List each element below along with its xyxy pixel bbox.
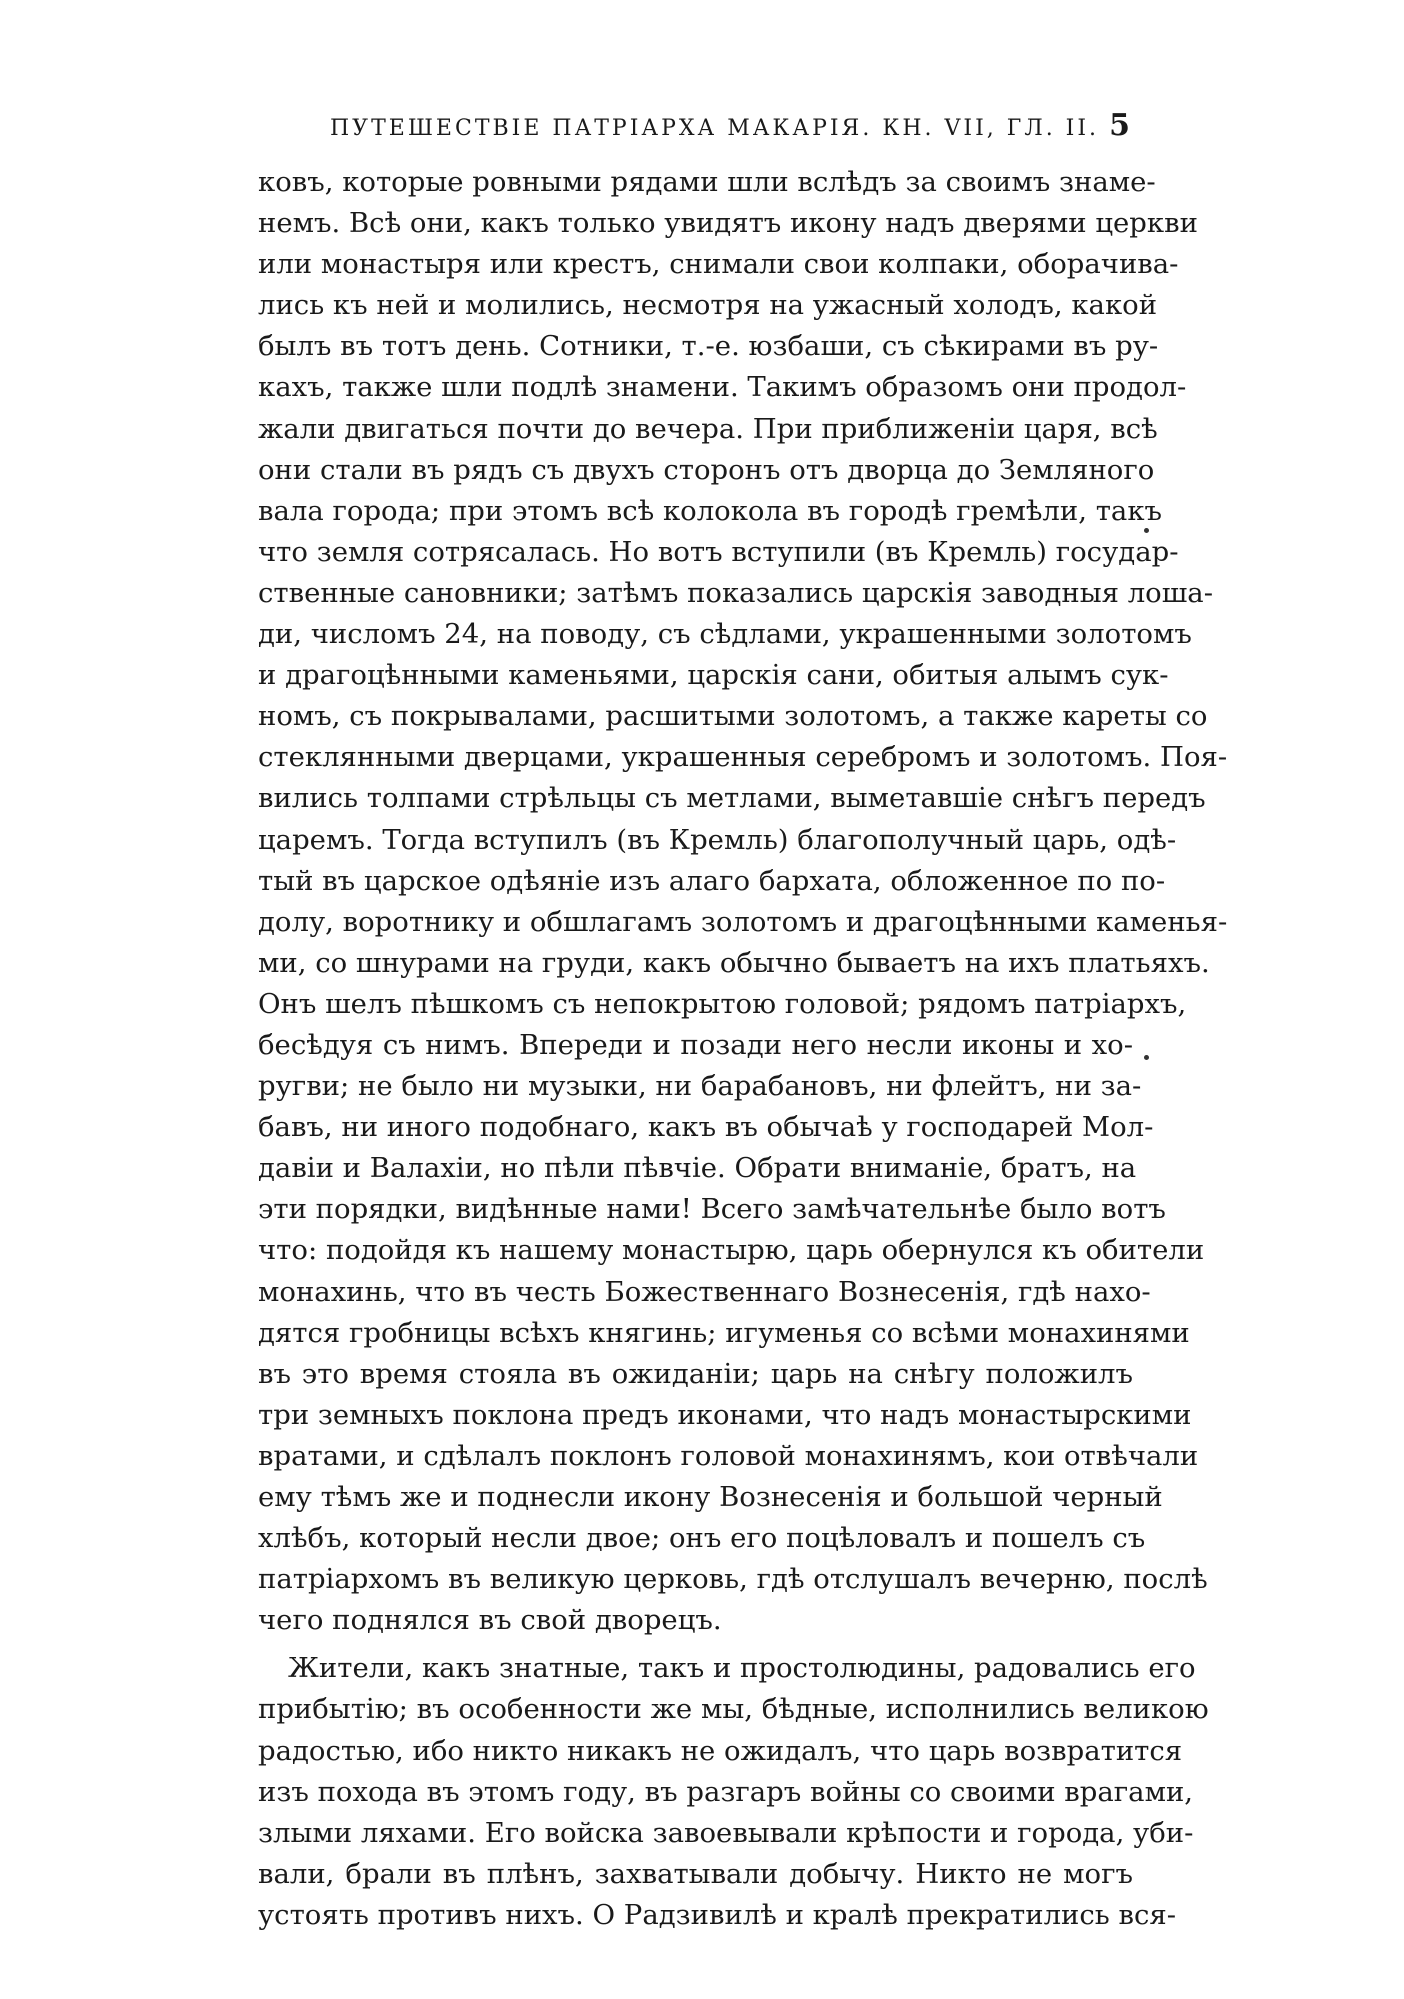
text-line: царемъ. Тогда вступилъ (въ Кремль) благополучный царь, одѣ- xyxy=(258,823,1177,856)
paragraph-2 xyxy=(258,1648,1209,1936)
text-line: бавъ, ни иного подобнаго, какъ въ обычаѣ у господарей Мол- xyxy=(258,1111,1154,1144)
text-line: номъ, съ покрывалами, расшитыми золотомъ, а также кареты со xyxy=(258,700,1208,733)
text-line: стеклянными дверцами, украшенныя серебромъ и золотомъ. Поя- xyxy=(258,741,1228,774)
text-line: былъ въ тотъ день. Сотники, т.-е. юзбаши, съ сѣкирами въ ру- xyxy=(258,330,1159,363)
paragraph-1 xyxy=(258,162,1228,1641)
text-line: ему тѣмъ же и поднесли икону Вознесенія и большой черный xyxy=(258,1481,1163,1513)
text-line: вала города; при этомъ всѣ колокола въ городѣ гремѣли, такъ xyxy=(258,494,1163,527)
text-line: устоять противъ нихъ. О Радзивилѣ и кралѣ прекратились вся- xyxy=(258,1898,1177,1931)
text-line: жали двигаться почти до вечера. При приближеніи царя, всѣ xyxy=(258,412,1158,445)
text-line: злыми ляхами. Его войска завоевывали крѣпости и города, уби- xyxy=(258,1816,1194,1849)
text-line: что земля сотрясалась. Но вотъ вступили (въ Кремль) государ- xyxy=(258,535,1179,568)
text-line: что: подойдя къ нашему монастырю, царь обернулся къ обители xyxy=(258,1234,1205,1267)
text-line: радостью, ибо никто никакъ не ожидалъ, что царь возвратится xyxy=(258,1734,1183,1767)
margin-mark xyxy=(1144,1055,1149,1060)
text-line: монахинь, что въ честь Божественнаго Вознесенія, гдѣ нахо- xyxy=(258,1275,1151,1308)
text-line: ственные сановники; затѣмъ показались царскія заводныя лоша- xyxy=(258,576,1213,609)
text-line: чего поднялся въ свой дворецъ. xyxy=(258,1604,722,1637)
text-line: Жители, какъ знатные, такъ и простолюдины, радовались его xyxy=(288,1652,1196,1685)
text-line: изъ похода въ этомъ году, въ разгаръ войны со своими врагами, xyxy=(258,1775,1194,1808)
text-line: давіи и Валахіи, но пѣли пѣвчіе. Обрати вниманіе, братъ, на xyxy=(258,1152,1137,1185)
text-line: они стали въ рядъ съ двухъ сторонъ отъ дворца до Земляного xyxy=(258,453,1155,486)
text-line: эти порядки, видѣнные нами! Всего замѣчательнѣе было вотъ xyxy=(258,1193,1166,1226)
text-line: патріархомъ въ великую церковь, гдѣ отслушалъ вечерню, послѣ xyxy=(258,1563,1208,1596)
text-line: долу, воротнику и обшлагамъ золотомъ и драгоцѣнными каменья- xyxy=(258,905,1228,938)
text-line: ругви; не было ни музыки, ни барабановъ, ни флейтъ, ни за- xyxy=(258,1070,1142,1103)
text-line: въ это время стояла въ ожиданіи; царь на снѣгу положилъ xyxy=(258,1357,1133,1390)
text-line: или монастыря или крестъ, снимали свои колпаки, оборачива- xyxy=(258,248,1179,281)
text-line: вали, брали въ плѣнъ, захватывали добычу. Никто не могъ xyxy=(258,1857,1133,1890)
margin-mark xyxy=(1144,528,1149,533)
page-header xyxy=(330,108,1130,143)
running-title: ПУТЕШЕСТВІЕ ПАТРІАРХА МАКАРІЯ. КН. VII, ГЛ. II. xyxy=(330,116,1100,141)
text-line: немъ. Всѣ они, какъ только увидятъ икону надъ дверями церкви xyxy=(258,207,1198,240)
paragraph-gap xyxy=(258,1641,1133,1648)
text-line: три земныхъ поклона предъ иконами, что надъ монастырскими xyxy=(258,1398,1192,1431)
text-line: ди, числомъ 24, на поводу, съ сѣдлами, украшенными золотомъ xyxy=(258,618,1192,651)
text-line: лись къ ней и молились, несмотря на ужасный холодъ, какой xyxy=(258,289,1158,322)
page-number: 5 xyxy=(1109,108,1130,143)
text-line: прибытію; въ особенности же мы, бѣдные, исполнились великою xyxy=(258,1693,1209,1726)
text-line: вратами, и сдѣлалъ поклонъ головой монахинямъ, кои отвѣчали xyxy=(258,1439,1199,1472)
text-line: ковъ, которые ровными рядами шли вслѣдъ за своимъ знаме- xyxy=(258,166,1156,198)
text-line: и драгоцѣнными каменьями, царскія сани, обитыя алымъ сук- xyxy=(258,659,1169,692)
text-line: дятся гробницы всѣхъ княгинь; игуменья со всѣми монахинями xyxy=(258,1316,1190,1349)
text-line: Онъ шелъ пѣшкомъ съ непокрытою головой; рядомъ патріархъ, xyxy=(258,987,1187,1020)
text-line: бесѣдуя съ нимъ. Впереди и позади него несли иконы и хо- xyxy=(258,1028,1133,1061)
body-text xyxy=(258,162,1228,1936)
text-line: хлѣбъ, который несли двое; онъ его поцѣловалъ и пошелъ съ xyxy=(258,1522,1146,1555)
text-line: кахъ, также шли подлѣ знамени. Такимъ образомъ они продол- xyxy=(258,371,1187,404)
text-line: ми, со шнурами на груди, какъ обычно бываетъ на ихъ платьяхъ. xyxy=(258,946,1210,979)
text-line: вились толпами стрѣльцы съ метлами, выметавшіе снѣгъ передъ xyxy=(258,782,1206,815)
text-line: тый въ царское одѣяніе изъ алаго бархата, обложенное по по- xyxy=(258,864,1166,897)
